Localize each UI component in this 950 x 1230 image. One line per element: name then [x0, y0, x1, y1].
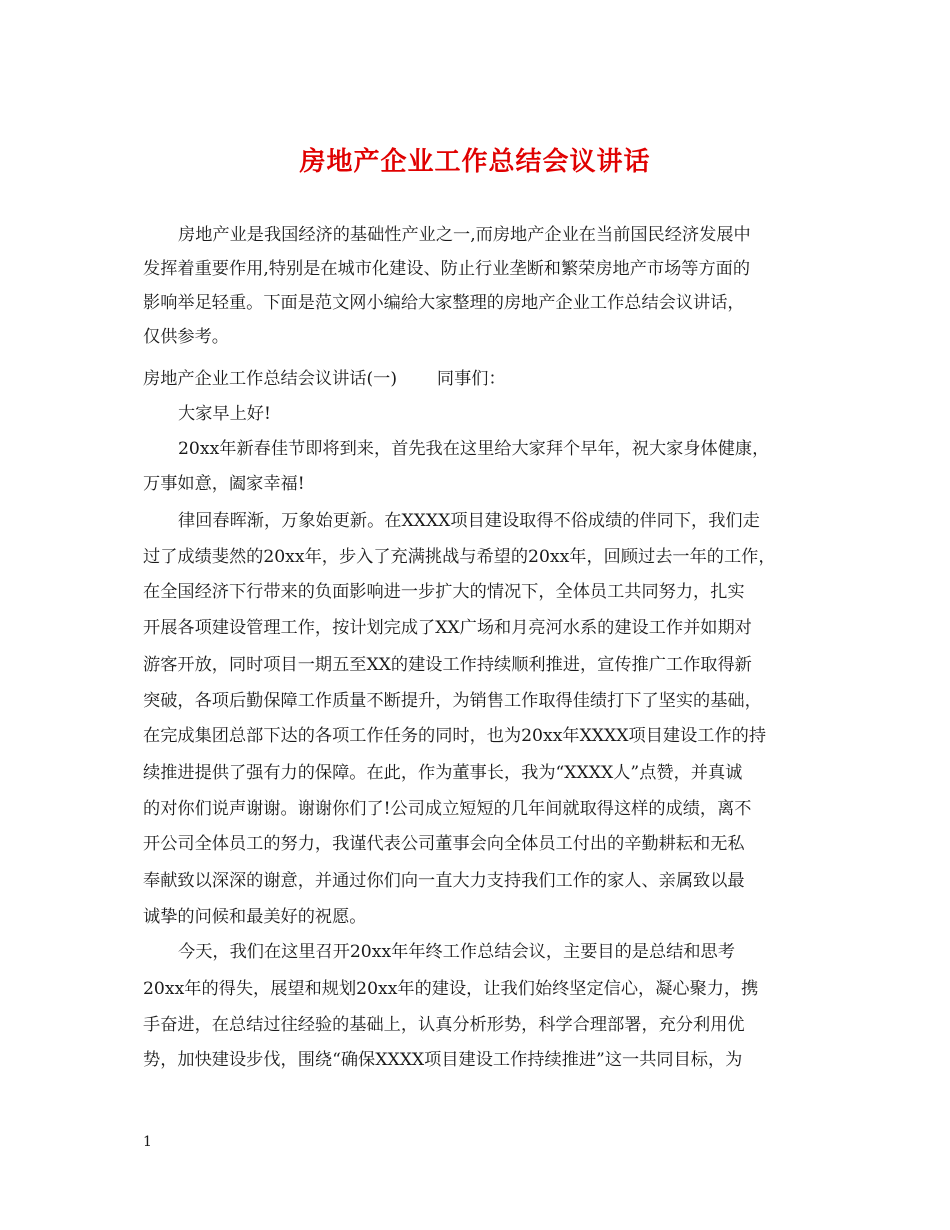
body-line: 开展各项建设管理工作，按计划完成了XX广场和月亮河水系的建设工作并如期对 [143, 618, 752, 638]
page-number: 1 [143, 1134, 152, 1150]
body-line: 发挥着重要作用,特别是在城市化建设、防止行业垄断和繁荣房地产市场等方面的 [143, 259, 751, 279]
body-line: 20xx年的得失，展望和规划20xx年的建设，让我们始终坚定信心，凝心聚力，携 [143, 979, 759, 999]
body-line: 房地产业是我国经济的基础性产业之一,而房地产企业在当前国民经济发展中 [178, 225, 751, 245]
section-heading: 房地产企业工作总结会议讲话(一) 同事们： [143, 369, 506, 389]
document-title: 房地产企业工作总结会议讲话 [299, 147, 651, 177]
body-line: 势，加快建设步伐，围绕“确保XXXX项目建设工作持续推进”这一共同目标，为 [143, 1050, 743, 1070]
body-line: 在全国经济下行带来的负面影响进一步扩大的情况下，全体员工共同努力，扎实 [143, 582, 745, 602]
body-line: 游客开放，同时项目一期五至XX的建设工作持续顺利推进，宣传推广工作取得新 [143, 655, 752, 675]
body-line: 在完成集团总部下达的各项工作任务的同时，也为20xx年XXXX项目建设工作的持 [143, 726, 767, 746]
body-line: 续推进提供了强有力的保障。在此，作为董事长，我为“XXXX人”点赞，并真诚 [143, 763, 743, 783]
body-line: 仅供参考。 [143, 327, 229, 347]
body-line: 大家早上好! [178, 404, 271, 424]
body-line: 律回春晖渐，万象始更新。在XXXX项目建设取得不俗成绩的伴同下，我们走 [178, 511, 760, 531]
body-line: 突破，各项后勤保障工作质量不断提升，为销售工作取得佳绩打下了坚实的基础， [143, 691, 762, 711]
body-line: 诚挚的问候和最美好的祝愿。 [143, 907, 367, 927]
body-line: 20xx年新春佳节即将到来，首先我在这里给大家拜个早年，祝大家身体健康， [178, 439, 770, 459]
body-line: 万事如意，阖家幸福! [143, 474, 305, 494]
body-line: 奉献致以深深的谢意，并通过你们向一直大力支持我们工作的家人、亲属致以最 [143, 871, 745, 891]
body-line: 今天，我们在这里召开20xx年年终工作总结会议，主要目的是总结和思考 [178, 942, 735, 962]
body-line: 过了成绩斐然的20xx年，步入了充满挑战与希望的20xx年，回顾过去一年的工作， [143, 547, 776, 567]
body-line: 的对你们说声谢谢。谢谢你们了!公司成立短短的几年间就取得这样的成绩，离不 [143, 799, 752, 819]
body-line: 影响举足轻重。下面是范文网小编给大家整理的房地产企业工作总结会议讲话， [143, 293, 745, 313]
body-line: 开公司全体员工的努力，我谨代表公司董事会向全体员工付出的辛勤耕耘和无私 [143, 834, 745, 854]
body-line: 手奋进，在总结过往经验的基础上，认真分析形势，科学合理部署，充分利用优 [143, 1015, 745, 1035]
